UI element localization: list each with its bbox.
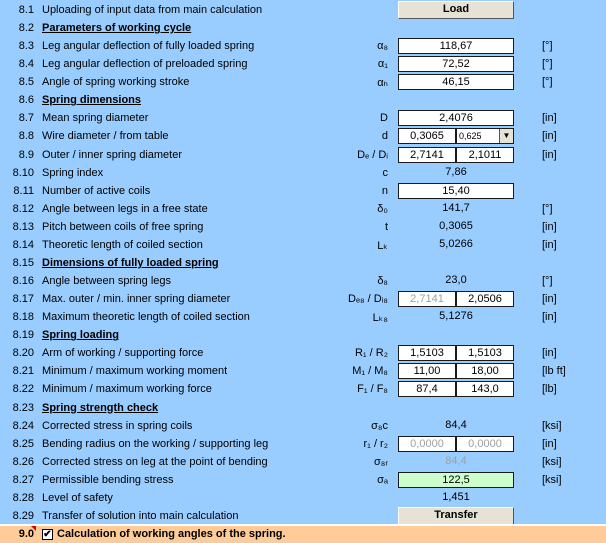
row-label: Mean spring diameter [42, 112, 149, 125]
row-number: 8.11 [13, 184, 34, 197]
row-8-15 [0, 254, 606, 272]
transfer-button[interactable]: Transfer [398, 507, 514, 525]
row-8-10 [0, 164, 606, 182]
value-input-1[interactable]: 2,7141 [398, 291, 456, 307]
chevron-down-icon[interactable]: ▼ [499, 129, 513, 143]
unit-label: [lb ft] [542, 365, 566, 378]
symbol: αₕ [377, 77, 388, 90]
row-number: 8.4 [18, 58, 34, 71]
value-input-2[interactable]: 2,1011 [456, 147, 514, 163]
value-readout: 7,86 [445, 165, 467, 178]
symbol: δ₈ [377, 275, 388, 288]
row-label: Level of safety [42, 491, 113, 504]
row-8-7 [0, 109, 606, 127]
section-title: Calculation of working angles of the spring. [57, 528, 286, 540]
row-8-28 [0, 489, 606, 507]
row-label: Outer / inner spring diameter [42, 148, 183, 161]
section-number: 9.0 [18, 528, 34, 540]
unit-label: [°] [542, 40, 553, 53]
value-input-1[interactable]: 11,00 [398, 363, 456, 379]
row-8-29 [0, 507, 606, 525]
row-label: Maximum theoretic length of coiled section [42, 311, 250, 324]
row-label: Number of active coils [42, 184, 151, 197]
symbol: c [382, 166, 388, 179]
value-input[interactable]: 118,67 [398, 38, 514, 54]
unit-label: [in] [542, 238, 557, 251]
row-number: 8.26 [12, 455, 34, 468]
value-input-2[interactable]: 18,00 [456, 363, 514, 379]
row-number: 8.12 [12, 202, 34, 215]
unit-label: [in] [542, 148, 557, 161]
row-number: 8.28 [12, 491, 34, 504]
value-input-1[interactable]: 87,4 [398, 381, 456, 397]
row-label: Corrected stress in spring coils [42, 419, 193, 432]
row-number: 8.3 [18, 40, 34, 53]
row-number: 8.19 [12, 329, 34, 342]
row-label: Angle between spring legs [42, 275, 172, 288]
row-8-25 [0, 435, 606, 453]
row-label: Minimum / maximum working force [42, 383, 212, 396]
unit-label: [ksi] [542, 419, 562, 432]
section-title: Spring dimensions [42, 94, 142, 107]
row-label: Bending radius on the working / supporting leg [42, 437, 269, 450]
row-label: Arm of working / supporting force [42, 347, 204, 360]
row-8-17 [0, 290, 606, 308]
wire-diameter-select[interactable] [456, 128, 514, 144]
row-number: 8.27 [12, 473, 34, 486]
unit-label: [°] [542, 202, 553, 215]
value-input[interactable]: 72,52 [398, 56, 514, 72]
symbol: t [384, 220, 388, 233]
section-9-header[interactable] [0, 526, 606, 543]
section-title: Dimensions of fully loaded spring [42, 256, 219, 269]
row-8-9 [0, 146, 606, 164]
symbol: δ₀ [377, 202, 388, 215]
row-number: 8.22 [12, 383, 34, 396]
row-8-11 [0, 182, 606, 200]
row-8-16 [0, 272, 606, 290]
symbol: R₁ / R₂ [354, 347, 388, 360]
select-value: 0,625 [459, 131, 482, 142]
row-label: Pitch between coils of free spring [42, 220, 204, 233]
value-input[interactable]: 15,40 [398, 183, 514, 199]
row-number: 8.21 [12, 365, 34, 378]
row-8-20 [0, 344, 606, 362]
row-label: Theoretic length of coiled section [42, 238, 203, 251]
load-button[interactable]: Load [398, 1, 514, 19]
unit-label: [in] [542, 437, 557, 450]
row-8-22 [0, 380, 606, 398]
unit-label: [in] [542, 347, 557, 360]
row-number: 8.2 [18, 22, 34, 35]
value-readout: 23,0 [445, 274, 467, 287]
row-number: 8.8 [18, 130, 34, 143]
symbol: d [381, 130, 388, 143]
row-8-27 [0, 471, 606, 489]
symbol: Dₑ₈ / Dᵢ₈ [348, 293, 388, 306]
row-number: 8.24 [12, 419, 34, 432]
symbol: M₁ / M₈ [352, 365, 388, 378]
row-8-2 [0, 19, 606, 37]
value-readout: 5,1276 [439, 310, 473, 323]
section-title: Spring strength check [42, 401, 159, 414]
row-8-1 [0, 1, 606, 19]
row-label: Spring index [42, 166, 104, 179]
row-number: 8.20 [12, 347, 34, 360]
unit-label: [°] [542, 275, 553, 288]
value-input[interactable]: 2,4076 [398, 110, 514, 126]
symbol: Dₑ / Dᵢ [357, 148, 388, 161]
value-input[interactable]: 122,5 [398, 472, 514, 488]
value-input[interactable]: 0,3065 [398, 128, 456, 144]
symbol: Lₖ [377, 239, 388, 252]
value-input[interactable]: 46,15 [398, 74, 514, 90]
symbol: Lₖ₈ [372, 312, 388, 325]
row-8-21 [0, 362, 606, 380]
unit-label: [in] [542, 112, 557, 125]
row-number: 8.6 [18, 94, 34, 107]
row-number: 8.25 [12, 437, 34, 450]
unit-label: [°] [542, 76, 553, 89]
row-8-26 [0, 453, 606, 471]
value-input-2[interactable]: 1,5103 [456, 345, 514, 361]
symbol: α₁ [377, 58, 388, 71]
value-readout: 84,4 [445, 418, 467, 431]
row-8-19 [0, 326, 606, 344]
row-number: 8.18 [12, 311, 34, 324]
section-title: Spring loading [42, 329, 119, 342]
row-8-14 [0, 236, 606, 254]
row-8-12 [0, 200, 606, 218]
row-number: 8.29 [12, 509, 34, 522]
row-label: Angle of spring working stroke [42, 76, 190, 89]
symbol: α₈ [377, 40, 388, 53]
unit-label: [ksi] [542, 473, 562, 486]
unit-label: [°] [542, 58, 553, 71]
value-input-2[interactable]: 143,0 [456, 381, 514, 397]
value-input-2[interactable]: 2,0506 [456, 291, 514, 307]
row-number: 8.1 [18, 4, 34, 16]
value-input-1[interactable]: 1,5103 [398, 345, 456, 361]
unit-label: [ksi] [542, 455, 562, 468]
row-8-18 [0, 308, 606, 326]
row-8-6 [0, 91, 606, 109]
row-label: Max. outer / min. inner spring diameter [42, 293, 231, 306]
symbol: σₐ [377, 473, 388, 486]
row-label: Uploading of input data from main calculation [42, 4, 263, 16]
row-label: Wire diameter / from table [42, 130, 169, 143]
section-title: Parameters of working cycle [42, 22, 192, 35]
row-8-4 [0, 55, 606, 73]
unit-label: [in] [542, 311, 557, 324]
value-readout: 84,4 [445, 454, 467, 467]
row-number: 8.10 [12, 166, 34, 179]
row-label: Angle between legs in a free state [42, 202, 208, 215]
row-number: 8.16 [12, 275, 34, 288]
symbol: σ₈ᵣ [374, 455, 388, 468]
row-label: Transfer of solution into main calculation [42, 509, 239, 522]
row-8-23 [0, 399, 606, 417]
row-number: 8.5 [18, 76, 34, 89]
section-checkbox[interactable]: ✔ [43, 529, 52, 540]
symbol: n [381, 184, 388, 197]
row-number: 8.17 [12, 293, 34, 306]
symbol: F₁ / F₈ [357, 383, 388, 396]
value-input-2[interactable]: 0,0000 [456, 436, 514, 452]
row-number: 8.9 [18, 148, 34, 161]
row-8-13 [0, 218, 606, 236]
value-readout: 1,451 [442, 490, 470, 503]
symbol: σ₈c [371, 419, 388, 432]
row-label: Leg angular deflection of fully loaded spring [42, 40, 255, 53]
value-readout: 5,0266 [439, 237, 473, 250]
value-readout: 0,3065 [439, 219, 473, 232]
row-label: Minimum / maximum working moment [42, 365, 228, 378]
row-label: Permissible bending stress [42, 473, 174, 486]
row-number: 8.15 [12, 256, 34, 269]
row-number: 8.14 [12, 238, 34, 251]
row-number: 8.13 [12, 220, 34, 233]
value-readout: 141,7 [442, 201, 470, 214]
value-input-1[interactable]: 2,7141 [398, 147, 456, 163]
symbol: D [380, 112, 388, 125]
unit-label: [in] [542, 130, 557, 143]
value-input-1[interactable]: 0,0000 [398, 436, 456, 452]
unit-label: [lb] [542, 383, 557, 396]
row-8-3 [0, 37, 606, 55]
row-8-8 [0, 127, 606, 145]
row-8-24 [0, 417, 606, 435]
row-number: 8.23 [12, 401, 34, 414]
unit-label: [in] [542, 220, 557, 233]
row-label: Corrected stress on leg at the point of bending [42, 455, 268, 468]
row-label: Leg angular deflection of preloaded spring [42, 58, 248, 71]
row-number: 8.7 [18, 112, 34, 125]
symbol: r₁ / r₂ [363, 437, 388, 450]
row-8-5 [0, 73, 606, 91]
unit-label: [in] [542, 293, 557, 306]
